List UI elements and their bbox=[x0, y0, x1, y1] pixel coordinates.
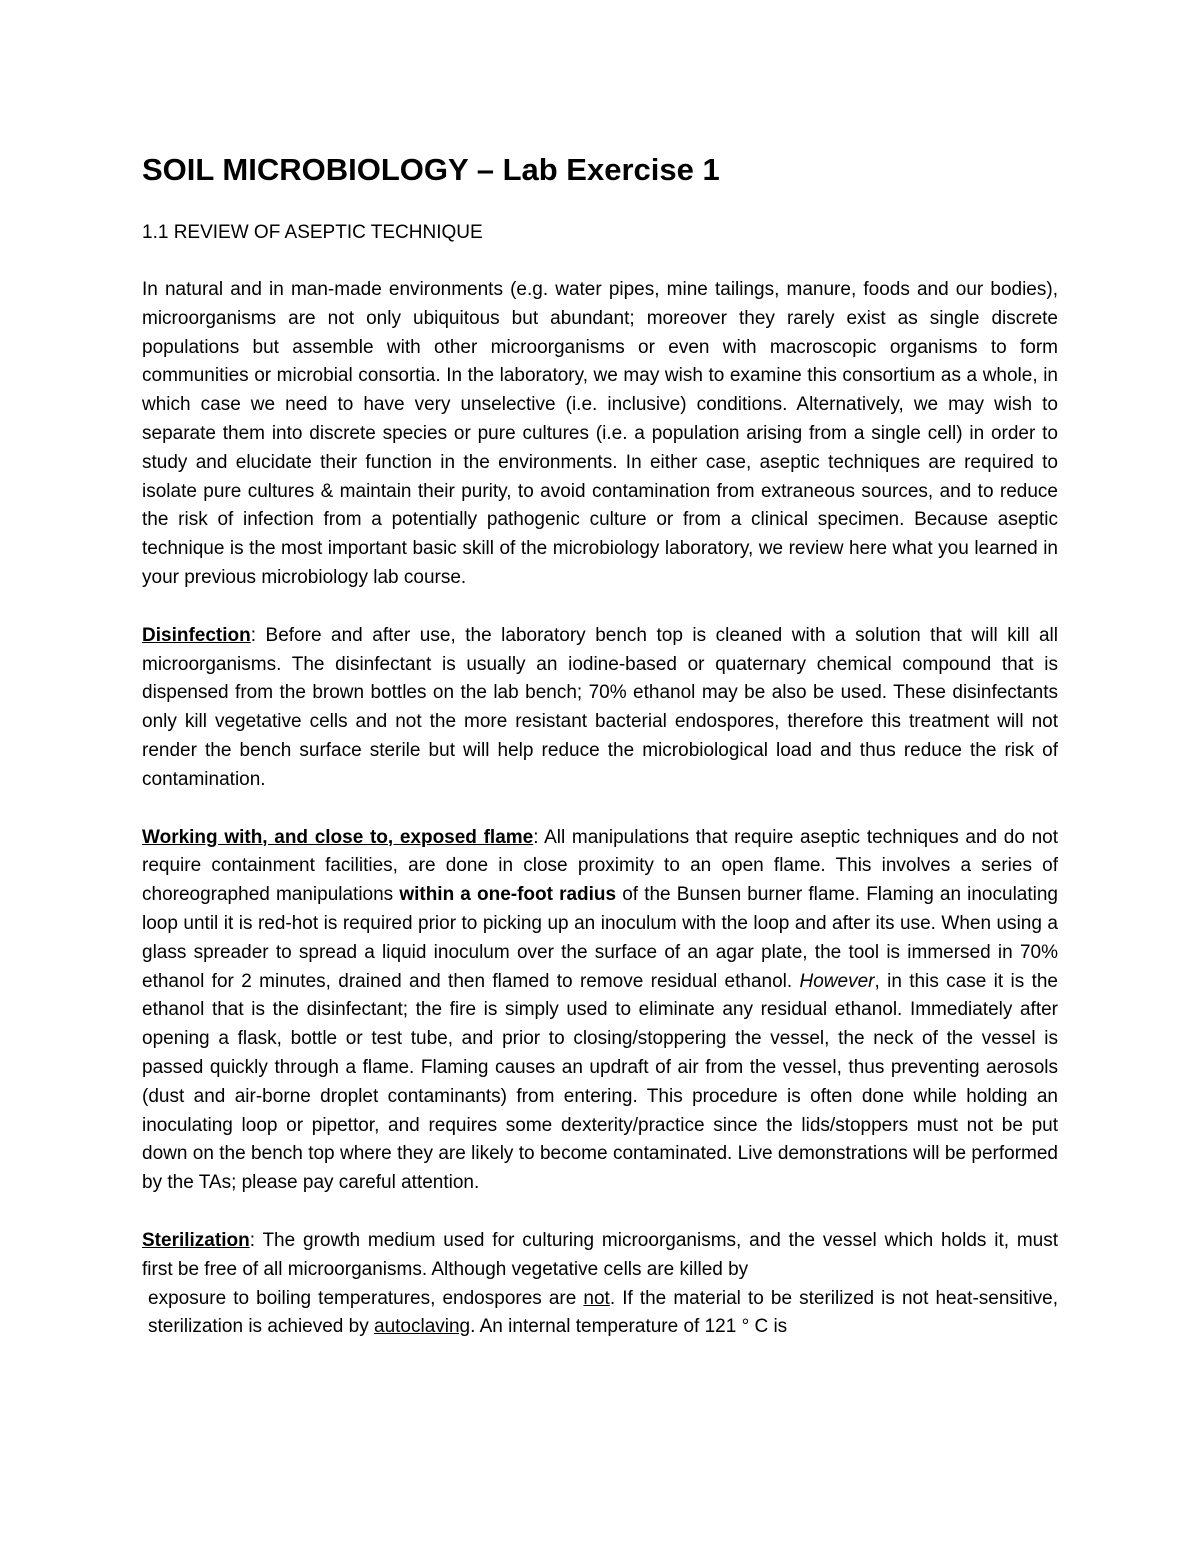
disinfection-paragraph bbox=[142, 622, 1058, 795]
sterilization-paragraph bbox=[142, 1227, 1058, 1342]
disinfection-term: Disinfection bbox=[142, 624, 251, 646]
flame-text-2: of the Bunsen burner flame. Flaming an inoculating loop until it is red-hot is required prior to picking up an inoculum with the loop and after its use. When using a glass spreader to spread a liquid inoculum over the surface of an agar plate, the tool is immersed in 70% ethanol for 2 minutes, drained and then flamed to remove residual ethanol. bbox=[142, 884, 1058, 992]
sterilization-text-2: exposure to boiling temperatures, endospores are bbox=[148, 1287, 584, 1309]
flame-bold-phrase: within a one-foot radius bbox=[399, 884, 617, 906]
document-title: SOIL MICROBIOLOGY – Lab Exercise 1 bbox=[142, 152, 720, 187]
intro-paragraph: In natural and in man-made environments (e.g. water pipes, mine tailings, manure, foods and our bodies), microorganisms are not only ubiquitous but abundant; moreover they rarely exist as single discrete populations but assemble with other microorganisms or even with macroscopic organisms to form communities or microbial consortia. In the laboratory, we may wish to examine this consortium as a whole, in which case we need to have very unselective (i.e. inclusive) conditions. Alternatively, we may wish to separate them into discrete species or pure cultures (i.e. a population arising from a single cell) in order to study and elucidate their function in the environments. In either case, aseptic techniques are required to isolate pure cultures & maintain their purity, to avoid contamination from extraneous sources, and to reduce the risk of infection from a potentially pathogenic culture or from a clinical specimen. Because aseptic technique is the most important basic skill of the microbiology laboratory, we review here what you learned in your previous microbiology lab course. bbox=[142, 279, 1058, 588]
document-page bbox=[142, 150, 1058, 1371]
sterilization-text-4: . An internal temperature of 121 ° C is bbox=[470, 1316, 788, 1338]
flame-paragraph bbox=[142, 824, 1058, 1198]
flame-text-1: : All manipulations that require aseptic techniques and do not require containment facilities, are done in close proximity to an open flame. This involves a series of choreographed manipulations bbox=[142, 826, 1058, 906]
sterilization-text-3: . If the material to be sterilized is not heat-sensitive, sterilization is achieved by bbox=[148, 1287, 1058, 1338]
section-heading: 1.1 REVIEW OF ASEPTIC TECHNIQUE bbox=[142, 222, 483, 243]
sterilization-underline-not: not bbox=[583, 1287, 610, 1309]
disinfection-text: : Before and after use, the laboratory bench top is cleaned with a solution that will kill all microorganisms. The disinfectant is usually an iodine-based or quaternary chemical compound that is dispensed from the brown bottles on the lab bench; 70% ethanol may be also be used. These disinfectants only kill vegetative cells and not the more resistant bacterial endospores, therefore this treatment will not render the bench surface sterile but will help reduce the microbiological load and thus reduce the risk of contamination. bbox=[142, 624, 1058, 790]
sterilization-term: Sterilization bbox=[142, 1229, 250, 1251]
sterilization-text-1: : The growth medium used for culturing microorganisms, and the vessel which holds it, must first be free of all microorganisms. Although vegetative cells are killed by bbox=[142, 1229, 1058, 1280]
flame-term: Working with, and close to, exposed flame bbox=[142, 826, 534, 848]
sterilization-underline-autoclaving: autoclaving bbox=[374, 1316, 471, 1338]
flame-italic-word: However bbox=[799, 970, 875, 992]
sterilization-line-2 bbox=[142, 1285, 1058, 1343]
flame-text-3: , in this case it is the ethanol that is the disinfectant; the fire is simply used to eliminate any residual ethanol. Immediately after opening a flask, bottle or test tube, and prior to closing/stoppering the vessel, the neck of the vessel is passed quickly through a flame. Flaming causes an updraft of air from the vessel, thus preventing aerosols (dust and air-borne droplet contaminants) from entering. This procedure is often done while holding an inoculating loop or pipettor, and requires some dexterity/practice since the lids/stoppers must not be put down on the bench top where they are likely to become contaminated. Live demonstrations will be performed by the TAs; please pay careful attention. bbox=[142, 970, 1058, 1194]
